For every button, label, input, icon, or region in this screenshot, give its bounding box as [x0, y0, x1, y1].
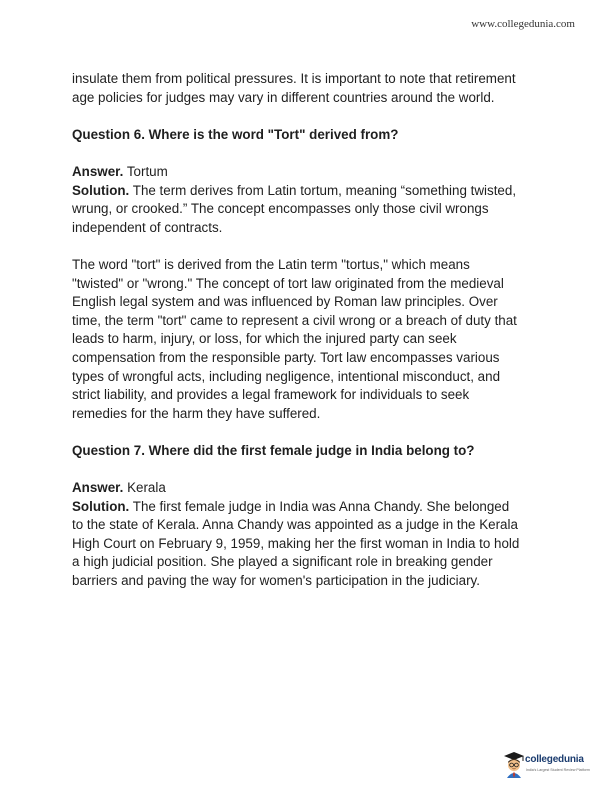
answer-text: Kerala [123, 480, 166, 496]
paragraph-line: The word "tort" is derived from the Latin term "tortus," which means [72, 256, 470, 272]
solution-label: Solution. [72, 498, 130, 514]
paragraph-line: compensation from the responsible party. Tort law encompasses various [72, 349, 500, 365]
logo-tagline: India's Largest Student Review Platform [526, 768, 590, 772]
question-7-solution-line: to the state of Kerala. Anna Chandy was appointed as a judge in the Kerala [72, 517, 518, 533]
paragraph-line: leads to harm, injury, or loss, for which the injured party can seek [72, 331, 457, 347]
paragraph-line: time, the term "tort" came to represent a civil wrong or a breach of duty that [72, 312, 517, 328]
intro-line: insulate them from political pressures. It is important to note that retirement [72, 71, 516, 86]
question-7-solution-line: barriers and paving the way for women's participation in the judiciary. [72, 573, 480, 589]
question-7-solution-line [72, 498, 542, 517]
answer-text: Tortum [123, 163, 168, 179]
solution-label: Solution. [72, 182, 130, 198]
answer-label: Answer. [72, 163, 124, 179]
question-6-heading: Question 6. Where is the word "Tort" derived from? [72, 126, 399, 142]
document-body [72, 70, 542, 591]
solution-text: The first female judge in India was Anna Chandy. She belonged [129, 498, 510, 514]
question-7-answer [72, 479, 542, 498]
paragraph-line: strict liability, and provides a legal framework for individuals to seek [72, 387, 470, 403]
solution-text: The term derives from Latin tortum, meaning “something twisted, [129, 182, 517, 198]
paragraph-line: remedies for the harm they have suffered. [72, 405, 321, 421]
question-6-solution-line: independent of contracts. [72, 219, 223, 235]
paragraph-line: types of wrongful acts, including negligence, intentional misconduct, and [72, 368, 501, 384]
logo-wordmark: collegedunia [525, 754, 584, 765]
question-7-solution-line: a high judicial position. She played a significant role in breaking gender [72, 554, 493, 570]
site-url[interactable]: www.collegedunia.com [471, 18, 575, 30]
question-6-answer [72, 163, 542, 182]
mascot-icon [503, 751, 525, 779]
paragraph-line: "twisted" or "wrong." The concept of tort law originated from the medieval [72, 275, 504, 291]
intro-line: age policies for judges may vary in different countries around the world. [72, 89, 495, 105]
answer-label: Answer. [72, 480, 124, 496]
question-6-solution-line: wrung, or crooked.” The concept encompasses only those civil wrongs [72, 201, 489, 217]
paragraph-line: English legal system and was influenced by Roman law principles. Over [72, 294, 498, 310]
question-7-heading: Question 7. Where did the first female judge in India belong to? [72, 442, 475, 458]
question-7-solution-line: High Court on February 9, 1959, making her the first woman in India to hold [72, 535, 520, 551]
collegedunia-logo[interactable] [503, 751, 590, 783]
question-6-solution-line [72, 182, 542, 201]
